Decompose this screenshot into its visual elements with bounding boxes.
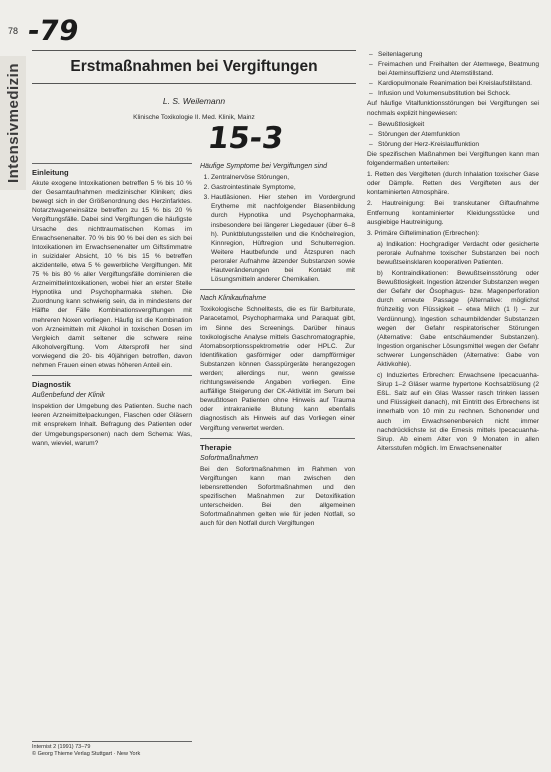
- footnote-publisher: © Georg Thieme Verlag Stuttgart · New York: [32, 751, 141, 757]
- section-rule: [200, 438, 355, 439]
- list-item: 2. Gastrointestinale Symptome,: [211, 183, 355, 192]
- list-item: 3. Hautläsionen. Hier stehen im Vordergrund Erytheme mit nachfolgender Blasenbildung durch Hypnotika und Psychopharmaka, insbesondere bei längerer Liegedauer (über 6–8 h). Punktblutungsstellen und die Knöchelregion, Kinnregion, Hüftregion und Schulterregion. Weitere Hautbefunde und Ätzspuren nach peroraler Aufnahme ätzender Substanzen sowie Hautveränderungen bei Kontakt mit Lösungsmitteln anderer Chemikalien.: [211, 193, 355, 284]
- subheading-klinikaufnahme: Nach Klinikaufnahme: [200, 295, 267, 303]
- numbered-item: 1. Retten des Vergifteten (durch Inhalation toxischer Gase oder Dämpfe. Retten des Vergifteten aus der kontaminierten Atmosphäre.: [367, 171, 539, 197]
- section-rule: [32, 375, 192, 376]
- sub-item: b) Kontraindikationen: Bewußtseinsstörung oder Bewußtlosigkeit. Ingestion ätzender Substanzen wegen der Gefahr der Ösophagus- bzw. Magenperforation durch erneute Passage (Alternative: möglichst frühzeitig von Flüssigkeit – etwa Milch (1 l) – zur Verdünnung). Ingestion schaumbildender Substanzen wegen der Gefahr respiratorischer Störungen (Alternative: Gabe entschäumender Substanzen). Ingestion organischer Lösungsmittel wegen der Gefahr schwerer Lungenschäden (Alternative: Gabe von Aktivkohle).: [377, 270, 540, 368]
- list-item: – Störungen der Atemfunktion: [378, 130, 539, 139]
- paragraph-klinikaufnahme: Toxikologische Schnelltests, die es für Barbiturate, Paracetamol, Psychopharmaka und Paraquat gibt, im Sinne des Screenings. Darüber hinaus toxikologische Analyse mittels Gaschromatographie, Atomabsorptionsspektrometrie oder HPLC. Zur Identifikation gasförmiger oder dampfförmiger Substanzen können Gasspürgeräte herangezogen werden; allerdings nur, wenn gewisse richtungsweisende Angaben vorliegen. Eine auffällige Steigerung der CK-Aktivität im Serum bei bewußtlosen Patienten ohne Hinweis auf Trauma oder intrakranielle Blutung kann ebenfalls diagnostisch als Hinweis auf das Vorliegen einer Vergiftung verwertet werden.: [200, 306, 355, 432]
- title-box: [32, 50, 356, 84]
- section-rule: [32, 163, 192, 164]
- list-item: – Seitenlagerung: [378, 50, 539, 59]
- author: L. S. Weilemann: [162, 96, 226, 106]
- list-item: 1. Zentralnervöse Störungen,: [211, 173, 355, 182]
- list-item: – Infusion und Volumensubstitution bei Schock.: [378, 89, 539, 98]
- paragraph-sofortmassnahmen: Bei den Sofortmaßnahmen im Rahmen von Vergiftungen kann man zwischen den lebensrettenden Sofortmaßnahmen und den spezifischen Maßnahmen zur Detoxifikation unterscheiden. Bei den allgemeinen Sofortmaßnahmen gelten wie für jeden Notfall, so auch für den Notfall durch Vergiftungen: [200, 465, 355, 528]
- paragraph-diagnostik: Inspektion der Umgebung des Patienten. Suche nach leeren Arzneimittelpackungen, Flaschen oder Gläsern mit ensprekem Inhalt. Befragung des Patienten oder der Umgebungspersonen) nach dem Schema: Was, wann, wieviel, warum?: [32, 403, 192, 447]
- numbered-item: 3. Primäre Giftelimination (Erbrechen):: [367, 229, 480, 237]
- affiliation: Klinische Toxikologie II. Med. Klinik, Mainz: [133, 114, 255, 121]
- numbered-item: 2. Hautreinigung: Bei transkutaner Giftaufnahme Entfernung kontaminierter Kleidungsstücke und ausgiebige Hautreinigung.: [367, 200, 539, 226]
- subheading-aussenbefund: Außenbefund der Klinik: [32, 392, 105, 400]
- page-number: 78: [8, 26, 19, 36]
- footnote: [32, 741, 192, 758]
- subheading-sofortmassnahmen: Sofortmaßnahmen: [200, 454, 258, 462]
- list-item: – Bewußtlosigkeit: [378, 120, 539, 129]
- vital-list: [367, 120, 539, 149]
- column-2: [200, 160, 355, 530]
- paragraph-spezifisch: Die spezifischen Maßnahmen bei Vergiftungen kann man folgendermaßen unterteilen:: [367, 150, 539, 168]
- measures-list: [367, 50, 539, 98]
- heading-einleitung: Einleitung: [32, 168, 69, 177]
- section-tab-label: Intensivmedizin: [4, 62, 22, 184]
- handwritten-annotation-middle: 15-3: [205, 121, 286, 156]
- list-item: – Störung der Herz-Kreislauffunktion: [378, 140, 539, 149]
- handwritten-annotation-top: -79: [25, 14, 81, 47]
- paragraph-einleitung: Akute exogene Intoxikationen betreffen 5 % bis 10 % der Gesamtaufnahmen medizinischer Kliniken; dies bewegt sich in der Größenordnung des Herzinfarktes. Notarztwageneinsätze betreffen zu 15 % bis 20 % Vergiftungsfälle. Dabei sind Vergiftungen die häufigste Ursache des nichttraumatischen Komas im Erwachsenenalter. 70 % bis 90 % bei den es sich bei Intoxikationen im Erwachsenenalter um Giftstimmatre in suizidaler Absicht, 10 % bis 15 % betreffen akzidentelle, etwa 5 % gewerbliche Vergiftungen. Mit 75 % bis 80 % aller Vergiftungsfälle dominieren die Arzneimittelintoxikationen, wobei hier an erster Stelle Hypnotika und Psychopharmaka stehen. Die Zuordnung kann schwierig sein, da in mindestens der Hälfte der Fälle Kombinationsvergiftungen mit mehreren Noxen vorliegen. Häufig ist die Kombination von Arzneimitteln mit Alkohol in toxischen Dosen im Vergleich damit seltener die schwere reine Alkoholvergiftung. Vom Altersprofil her sind vorwiegend die 20- bis 40jährigen betroffen, davon nehmen Frauen einen etwas höheren Anteil ein.: [32, 180, 192, 369]
- column-3: [367, 50, 539, 455]
- heading-diagnostik: Diagnostik: [32, 380, 71, 390]
- sub-items: [367, 240, 539, 453]
- sub-item: c) Induziertes Erbrechen: Erwachsene Ipecacuanha-Sirup 1–2 Gläser warme hypertone Kochsalzlösung (2 EßL. Salz auf ein Glas Wasser rasch trinken lassen und Flüssigkeit danach), mit Eintritt des Erbrechens ist innerhalb von 10 min zu rechnen. Schonender und auch im Erwachsenenbereich nicht immer nachdrücklichste ist die Emesis mittels Ipecacuanha-Sirup. Ab einem Alter von 9 Monaten in allen Altersstufen möglich. Im Erwachsenenalter: [377, 372, 539, 452]
- list-item: – Kardiopulmonale Reanimation bei Kreislaufstillstand.: [378, 79, 539, 88]
- sub-item: a) Indikation: Hochgradiger Verdacht oder gesicherte perorale Aufnahme toxischer Substanzen bei noch bewußtseinsklaren kooperativen Patienten.: [377, 240, 539, 266]
- symptom-list: [200, 173, 355, 284]
- heading-therapie: Therapie: [200, 442, 232, 452]
- section-rule: [200, 289, 355, 290]
- footnote-citation: Internist 2 (1991) 73–79: [32, 744, 91, 750]
- article-title: Erstmaßnahmen bei Vergiftungen: [70, 58, 318, 75]
- subheading-symptome: Häufige Symptome bei Vergiftungen sind: [200, 163, 327, 170]
- list-item: – Freimachen und Freihalten der Atemwege, Beatmung bei Ateminsuffizienz und Atemstillstand.: [378, 60, 539, 78]
- column-1: [32, 158, 192, 450]
- paragraph-vitalfunktion: Auf häufige Vitalfunktionsstörungen bei Vergiftungen sei nochmals explizit hingewiesen:: [367, 100, 539, 117]
- section-tab: [0, 56, 26, 190]
